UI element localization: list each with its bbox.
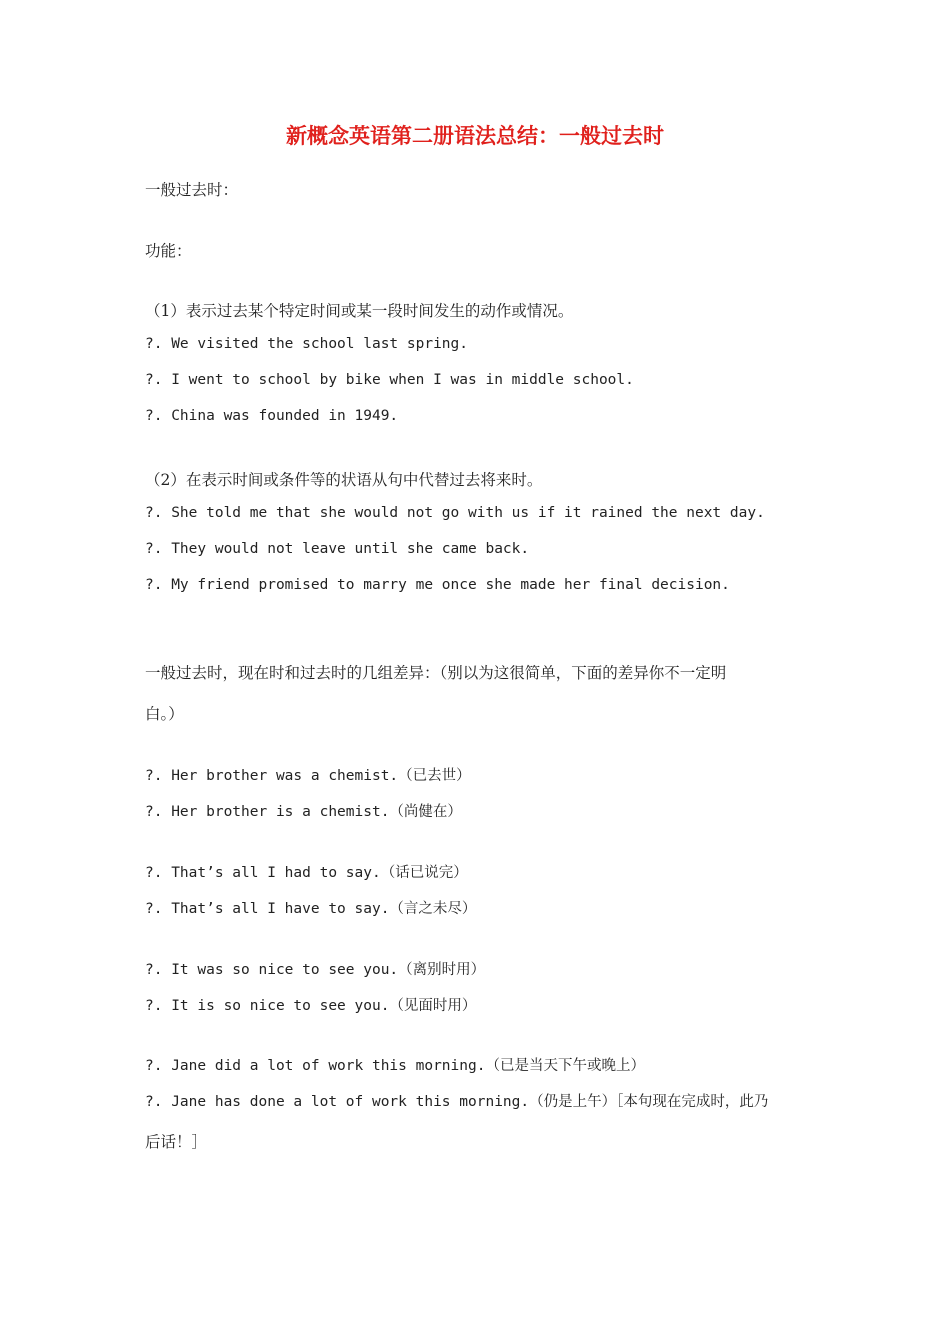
comparison-line: ?. Jane has done a lot of work this morning.（仍是上午）［本句现在完成时，此乃	[145, 1094, 769, 1110]
comparison-line: ?. It was so nice to see you.（离别时用）	[145, 962, 486, 978]
example-line: ?. I went to school by bike when I was in middle school.	[145, 372, 634, 388]
usage-1-heading: （1）表示过去某个特定时间或某一段时间发生的动作或情况。	[145, 302, 574, 320]
example-line: ?. China was founded in 1949.	[145, 408, 399, 424]
section-heading: 一般过去时：	[145, 181, 239, 199]
example-line: ?. My friend promised to marry me once she made her final decision.	[145, 577, 730, 593]
comparison-line: ?. That’s all I had to say.（话已说完）	[145, 865, 468, 881]
example-line: ?. They would not leave until she came back.	[145, 541, 530, 557]
comparison-line: ?. That’s all I have to say.（言之未尽）	[145, 901, 477, 917]
example-line: ?. We visited the school last spring.	[145, 336, 469, 352]
page-title: 新概念英语第二册语法总结：一般过去时	[286, 123, 664, 148]
differences-intro-cont: 白。）	[145, 705, 184, 723]
differences-intro: 一般过去时，现在时和过去时的几组差异：（别以为这很简单，下面的差异你不一定明	[145, 664, 727, 682]
usage-2-heading: （2）在表示时间或条件等的状语从句中代替过去将来时。	[145, 471, 543, 489]
comparison-line: ?. Her brother was a chemist.（已去世）	[145, 768, 471, 784]
comparison-note-tail: 后话！］	[145, 1133, 208, 1151]
comparison-line: ?. Her brother is a chemist.（尚健在）	[145, 804, 462, 820]
example-line: ?. She told me that she would not go with us if it rained the next day.	[145, 505, 765, 521]
comparison-line: ?. It is so nice to see you.（见面时用）	[145, 998, 477, 1014]
function-label: 功能：	[145, 242, 192, 260]
comparison-line: ?. Jane did a lot of work this morning.（已是当天下午或晚上）	[145, 1058, 645, 1074]
